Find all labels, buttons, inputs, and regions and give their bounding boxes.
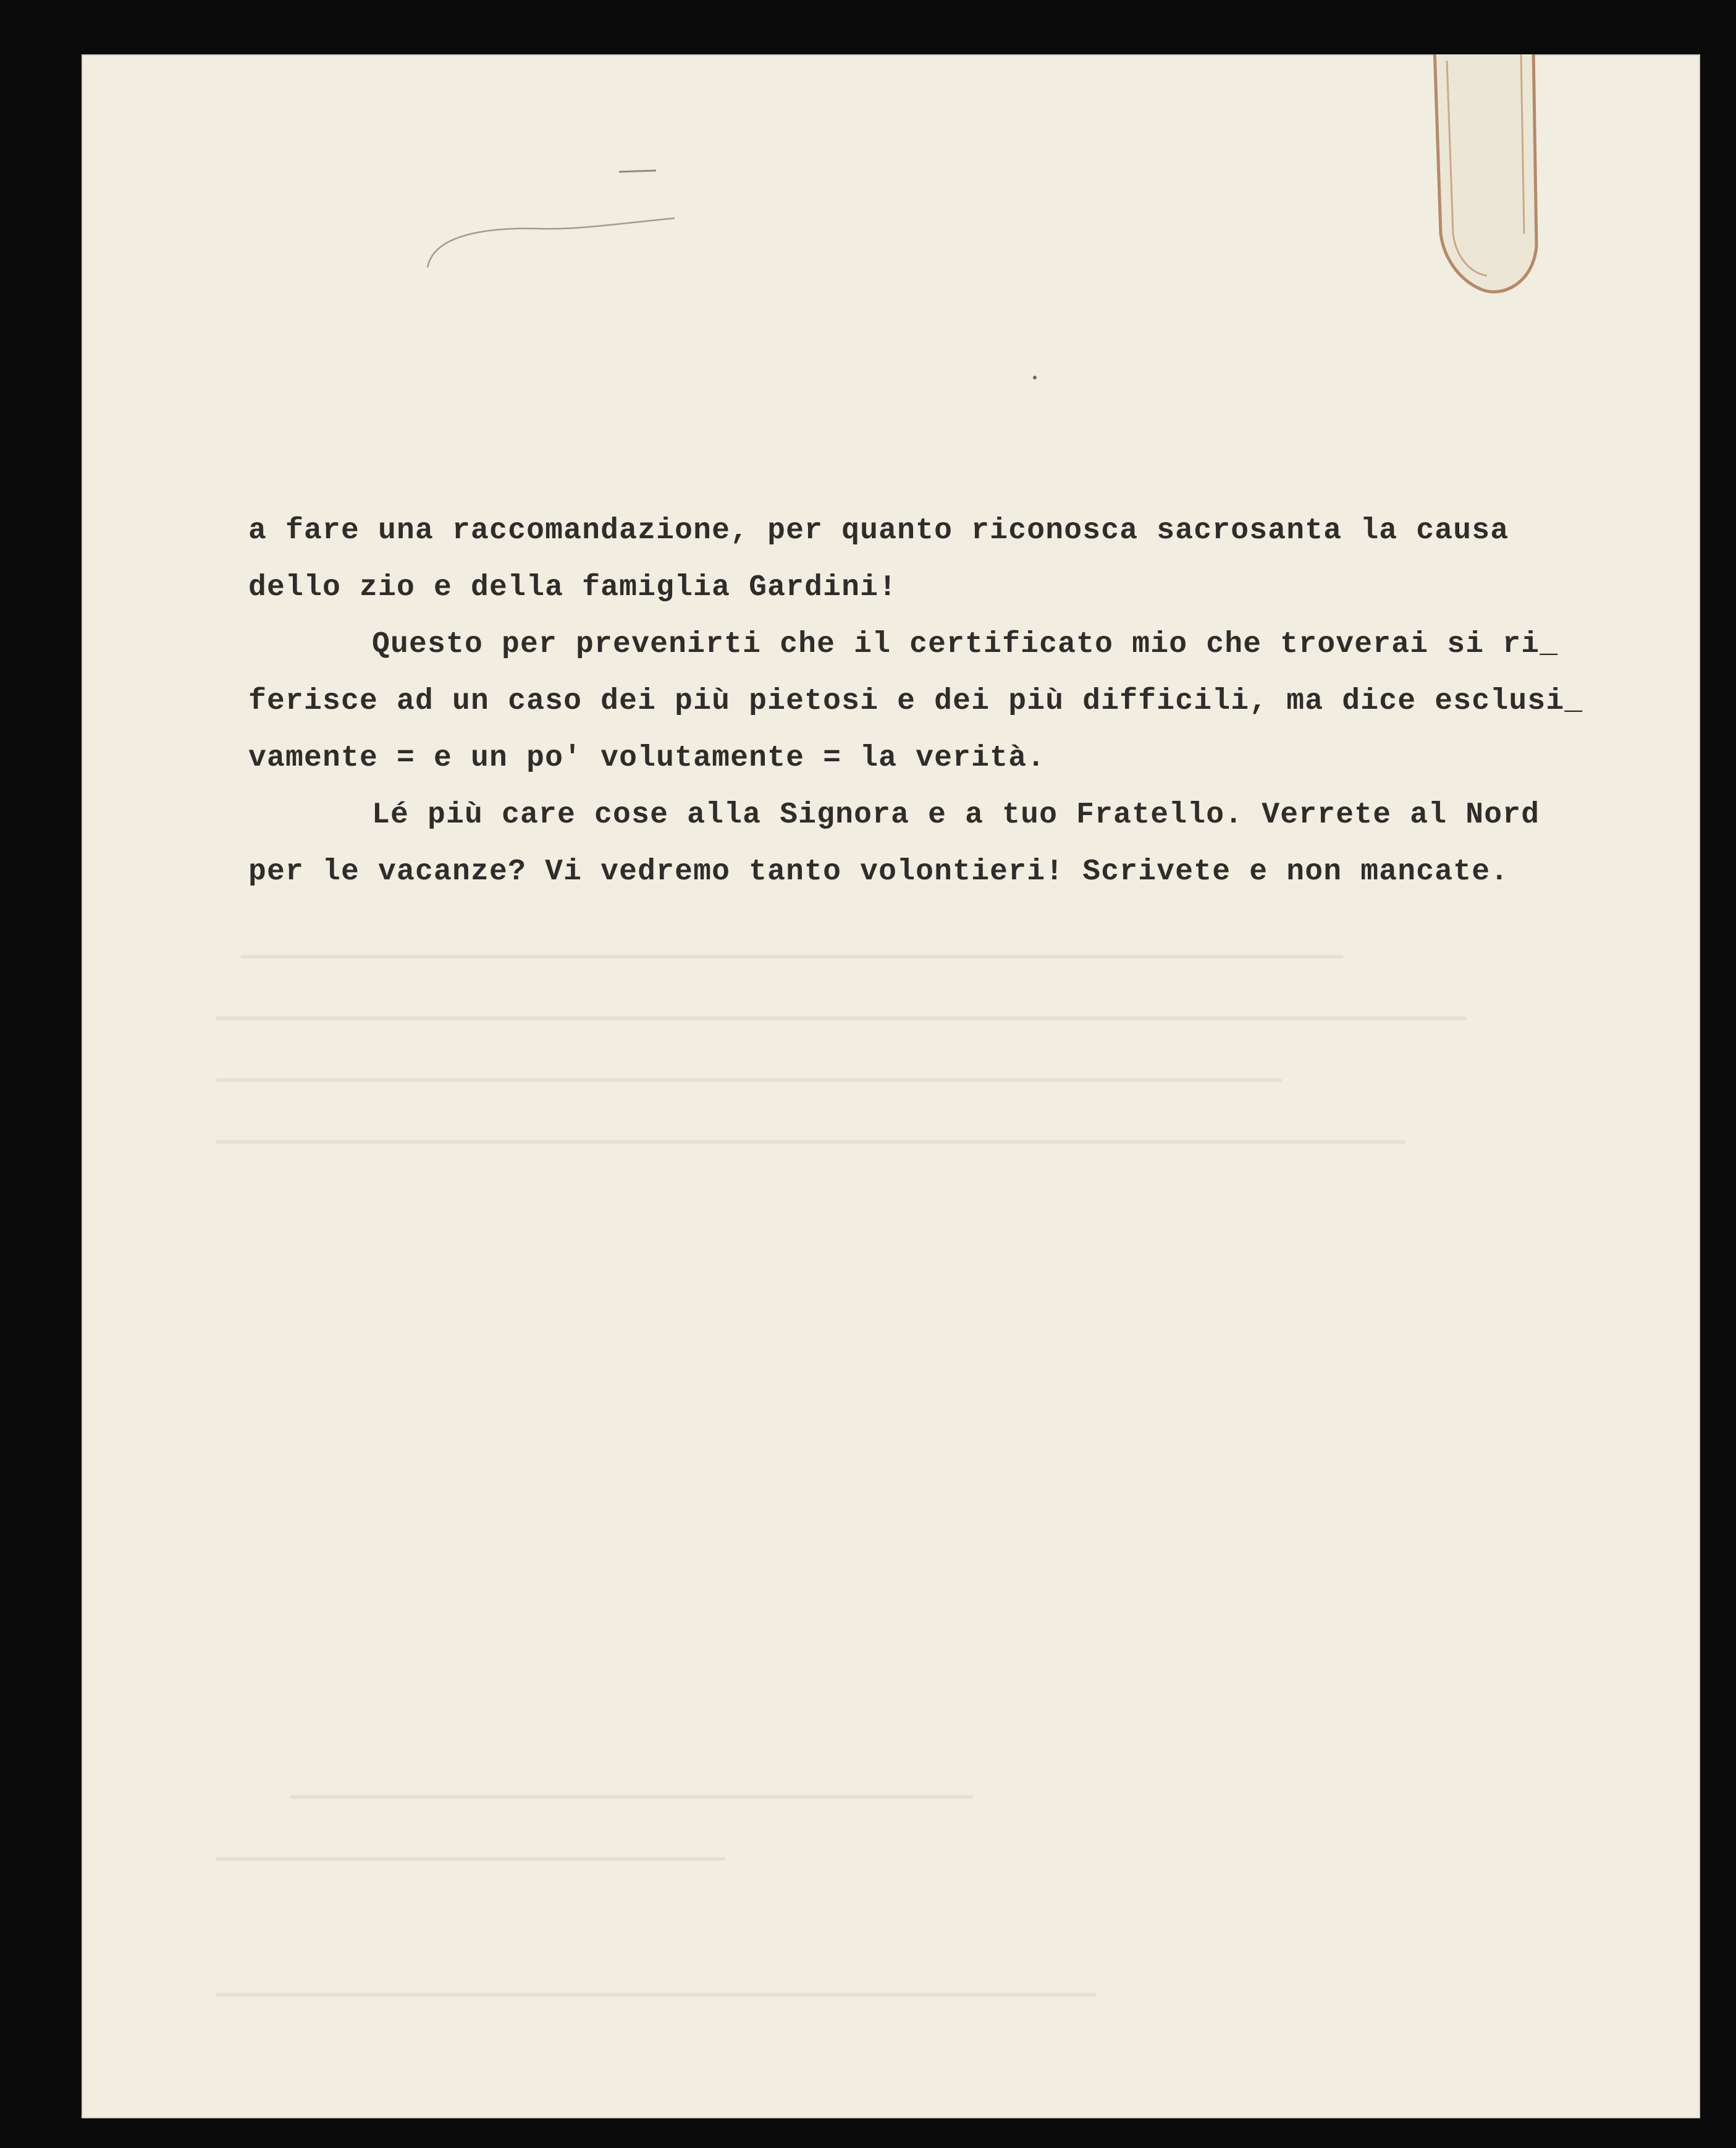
text-line: vamente = e un po' volutamente = la verità. — [248, 742, 1046, 775]
text-line: a fare una raccomandazione, per quanto riconosca sacrosanta la causa — [248, 514, 1509, 548]
text-line: per le vacanze? Vi vedremo tanto volontieri! Scrivete e non mancate. — [248, 855, 1509, 889]
text-line: ferisce ad un caso dei più pietosi e dei più difficili, ma dice esclusi_ — [248, 685, 1583, 718]
pencil-mark — [415, 159, 681, 283]
tape-fragment — [1428, 54, 1546, 308]
ink-dot — [1033, 376, 1037, 379]
letter-body — [248, 502, 1657, 900]
show-through-texture — [168, 944, 1589, 2118]
paper-sheet — [82, 54, 1700, 2118]
text-line: Lé più care cose alla Signora e a tuo Fratello. Verrete al Nord — [372, 798, 1540, 832]
text-line: Questo per prevenirti che il certificato mio che troverai si ri_ — [372, 628, 1559, 661]
text-line: dello zio e della famiglia Gardini! — [248, 571, 898, 604]
